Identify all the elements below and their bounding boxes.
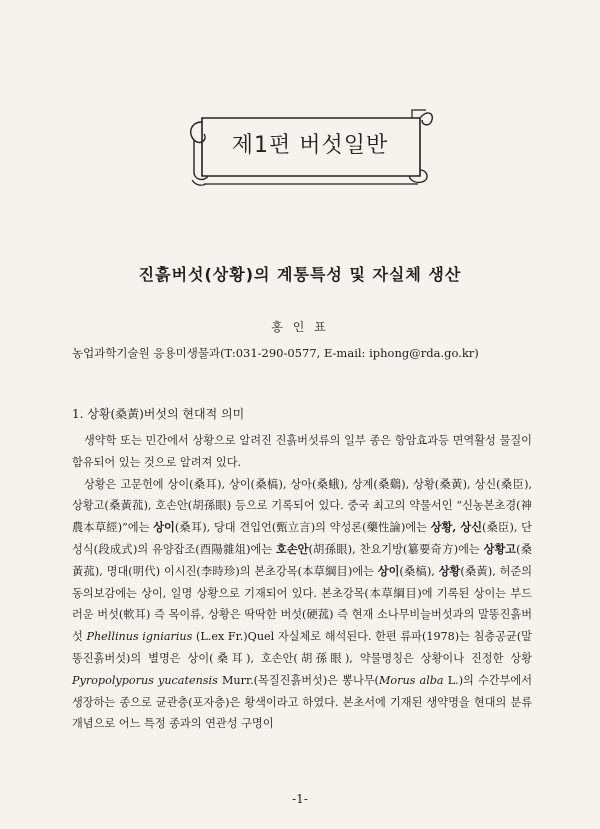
chapter-scroll-banner bbox=[180, 100, 435, 190]
species-name: Phellinus igniarius bbox=[86, 630, 193, 644]
author-affiliation: 농업과학기술원 응용미생물과(T:031-290-0577, E-mail: iphong@rda.go.kr) bbox=[72, 346, 479, 360]
paragraph-1: 생약학 또는 민간에서 상황으로 알려진 진흙버섯류의 일부 종은 항암효과등 면역활성 물질이 함유되어 있는 것으로 알려져 있다. bbox=[72, 434, 532, 469]
section-heading: 1. 상황(桑黃)버섯의 현대적 의미 bbox=[72, 407, 245, 421]
author-name: 홍 인 표 bbox=[271, 320, 329, 334]
article-title: 진흙버섯(상황)의 계통특성 및 자실체 생산 bbox=[138, 265, 462, 284]
page-number: -1- bbox=[292, 792, 308, 806]
body-text bbox=[72, 430, 532, 735]
chapter-title: 제1편 버섯일반 bbox=[231, 133, 389, 158]
species-name: Pyropolyporus yucatensis bbox=[72, 673, 218, 687]
paragraph-2: 상황은 고문헌에 상이(桑耳), 상이(桑槁), 상아(桑蛾), 상계(桑鷄), 상황(桑黃), 상신(桑臣), 상황고(桑黃菰), 호손안(胡孫眼) 등으로 기록되어 있다. 중국 최고의 약물서인 “신농본초경(神農本草經)”에는 상이(桑耳), 당대 견입언(甄立言)의 약성론(藥性論)에는 상황, 상신(桑臣), 단성식(段成式)의 유양잡조(酉陽雜俎)에는 호손안(胡孫眼), 찬요기방(簒要奇方)에는 상황고(桑黃菰), 명대(明代) 이시진(李時珍)의 본초강목(本草綱目)에는 상이(桑槁), 상황(桑黃), 허준의 동의보감에는 상이, 일명 상황으로 기재되어 있다. 본초강목(本草綱目)에 기록된 상이는 부드러운 버섯(軟耳) 즉 목이류, 상황은 딱딱한 버섯(硬菰) 즉 현재 소나무비늘버섯과의 말똥진흙버섯 Phellinus igniarius (L.ex Fr.)Quel 자실체로 해석된다. 한편 류파(1978)는 침층공균(말똥진흙버섯)의 별명은 상이(桑耳), 호손안(胡孫眼), 약물명칭은 상황이나 진정한 상황 Pyropolyporus yucatensis Murr.(목질진흙버섯)은 뽕나무(Morus alba L.)의 수간부에서 생장하는 종으로 균관층(포자층)은 황색이라고 하였다. 본초서에 기재된 생약명을 현대의 분류개념으로 어느 특정 종과의 연관성 구명이 bbox=[72, 477, 533, 731]
species-name: Morus alba bbox=[378, 673, 444, 687]
